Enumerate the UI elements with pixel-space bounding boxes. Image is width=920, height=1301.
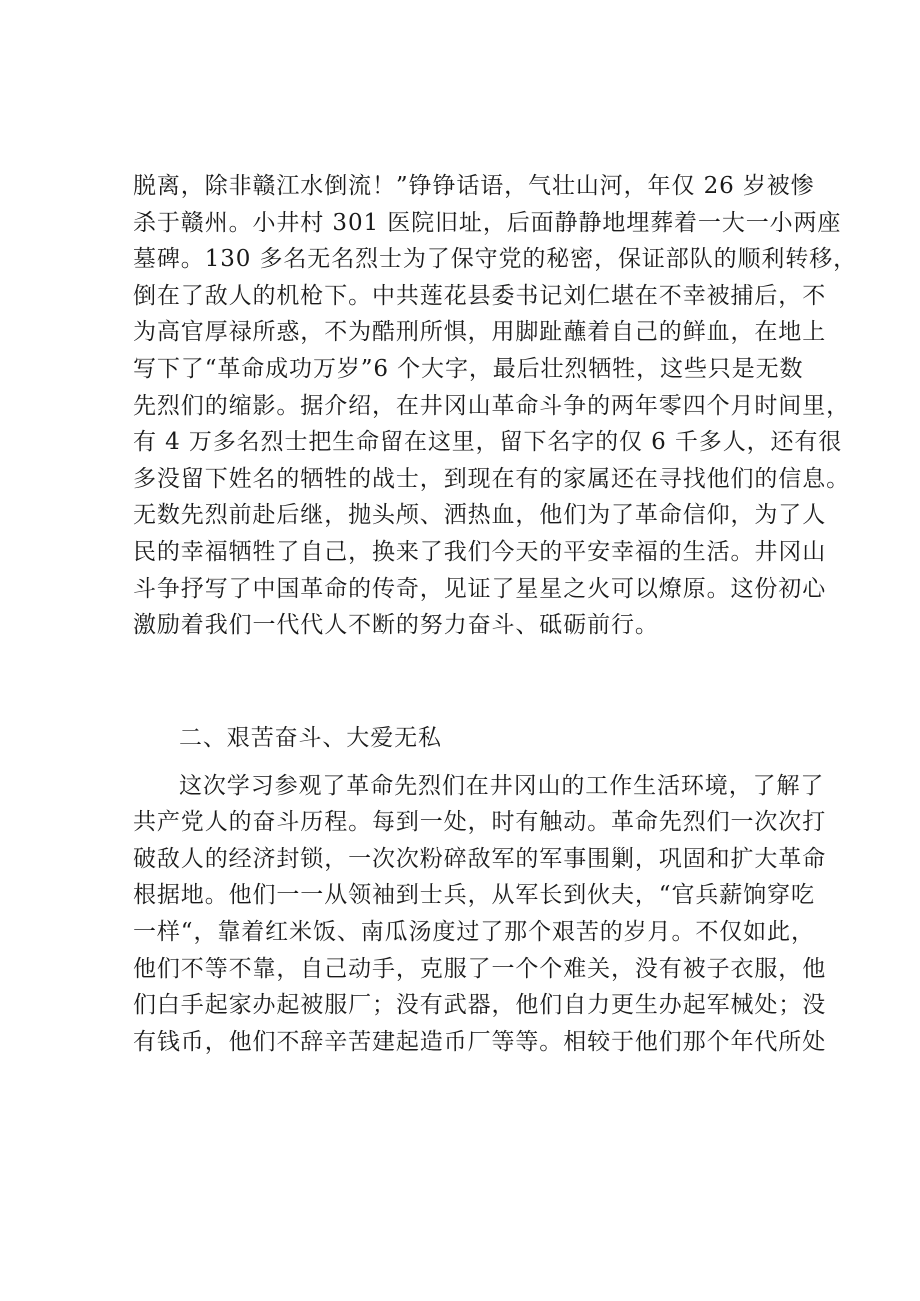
section-heading: 二、艰苦奋斗、大爱无私 bbox=[179, 725, 442, 751]
text-line: 无数先烈前赴后继，抛头颅、洒热血，他们为了革命信仰，为了人 bbox=[133, 502, 827, 529]
text-line: 为高官厚禄所惑，不为酷刑所惧，用脚趾蘸着自己的鲜血，在地上 bbox=[133, 319, 827, 346]
text-line: 有 4 万多名烈士把生命留在这里，留下名字的仅 6 千多人，还有很 bbox=[133, 429, 843, 456]
text-line: 杀于赣州。小井村 301 医院旧址，后面静静地埋葬着一大一小两座 bbox=[133, 209, 842, 236]
section-two bbox=[133, 720, 827, 1060]
text-line: 激励着我们一代代人不断的努力奋斗、砥砺前行。 bbox=[133, 612, 659, 639]
text-line: 破敌人的经济封锁，一次次粉碎敌军的军事围剿，巩固和扩大革命 bbox=[133, 845, 827, 872]
text-line: 先烈们的缩影。据介绍，在井冈山革命斗争的两年零四个月时间里， bbox=[133, 392, 850, 419]
text-line: 墓碑。130 多名无名烈士为了保守党的秘密，保证部队的顺利转移， bbox=[133, 246, 858, 273]
text-line: 斗争抒写了中国革命的传奇，见证了星星之火可以燎原。这份初心 bbox=[133, 575, 827, 602]
paragraph-continued bbox=[133, 168, 858, 644]
text-line: 根据地。他们一一从领袖到士兵，从军长到伙夫，“官兵薪饷穿吃 bbox=[133, 882, 815, 909]
text-line: 脱离，除非赣江水倒流！”铮铮话语，气壮山河，年仅 26 岁被惨 bbox=[133, 173, 815, 199]
text-line: 共产党人的奋斗历程。每到一处，时有触动。革命先烈们一次次打 bbox=[133, 809, 827, 836]
text-line: 有钱币，他们不辞辛苦建起造币厂等等。相较于他们那个年代所处 bbox=[133, 1028, 827, 1055]
text-line: 民的幸福牺牲了自己，换来了我们今天的平安幸福的生活。井冈山 bbox=[133, 538, 827, 565]
text-line: 一样“，靠着红米饭、南瓜汤度过了那个艰苦的岁月。不仅如此， bbox=[133, 918, 815, 945]
text-line: 写下了“革命成功万岁”6 个大字，最后壮烈牺牲，这些只是无数 bbox=[133, 355, 804, 382]
text-line: 多没留下姓名的牺牲的战士，到现在有的家属还在寻找他们的信息。 bbox=[133, 465, 850, 492]
text-line: 们白手起家办起被服厂；没有武器，他们自力更生办起军械处；没 bbox=[133, 992, 827, 1019]
text-line: 他们不等不靠，自己动手，克服了一个个难关，没有被子衣服，他 bbox=[133, 955, 827, 982]
text-line: 倒在了敌人的机枪下。中共莲花县委书记刘仁堪在不幸被捕后，不 bbox=[133, 282, 827, 309]
text-line: 这次学习参观了革命先烈们在井冈山的工作生活环境，了解了 bbox=[179, 772, 825, 799]
